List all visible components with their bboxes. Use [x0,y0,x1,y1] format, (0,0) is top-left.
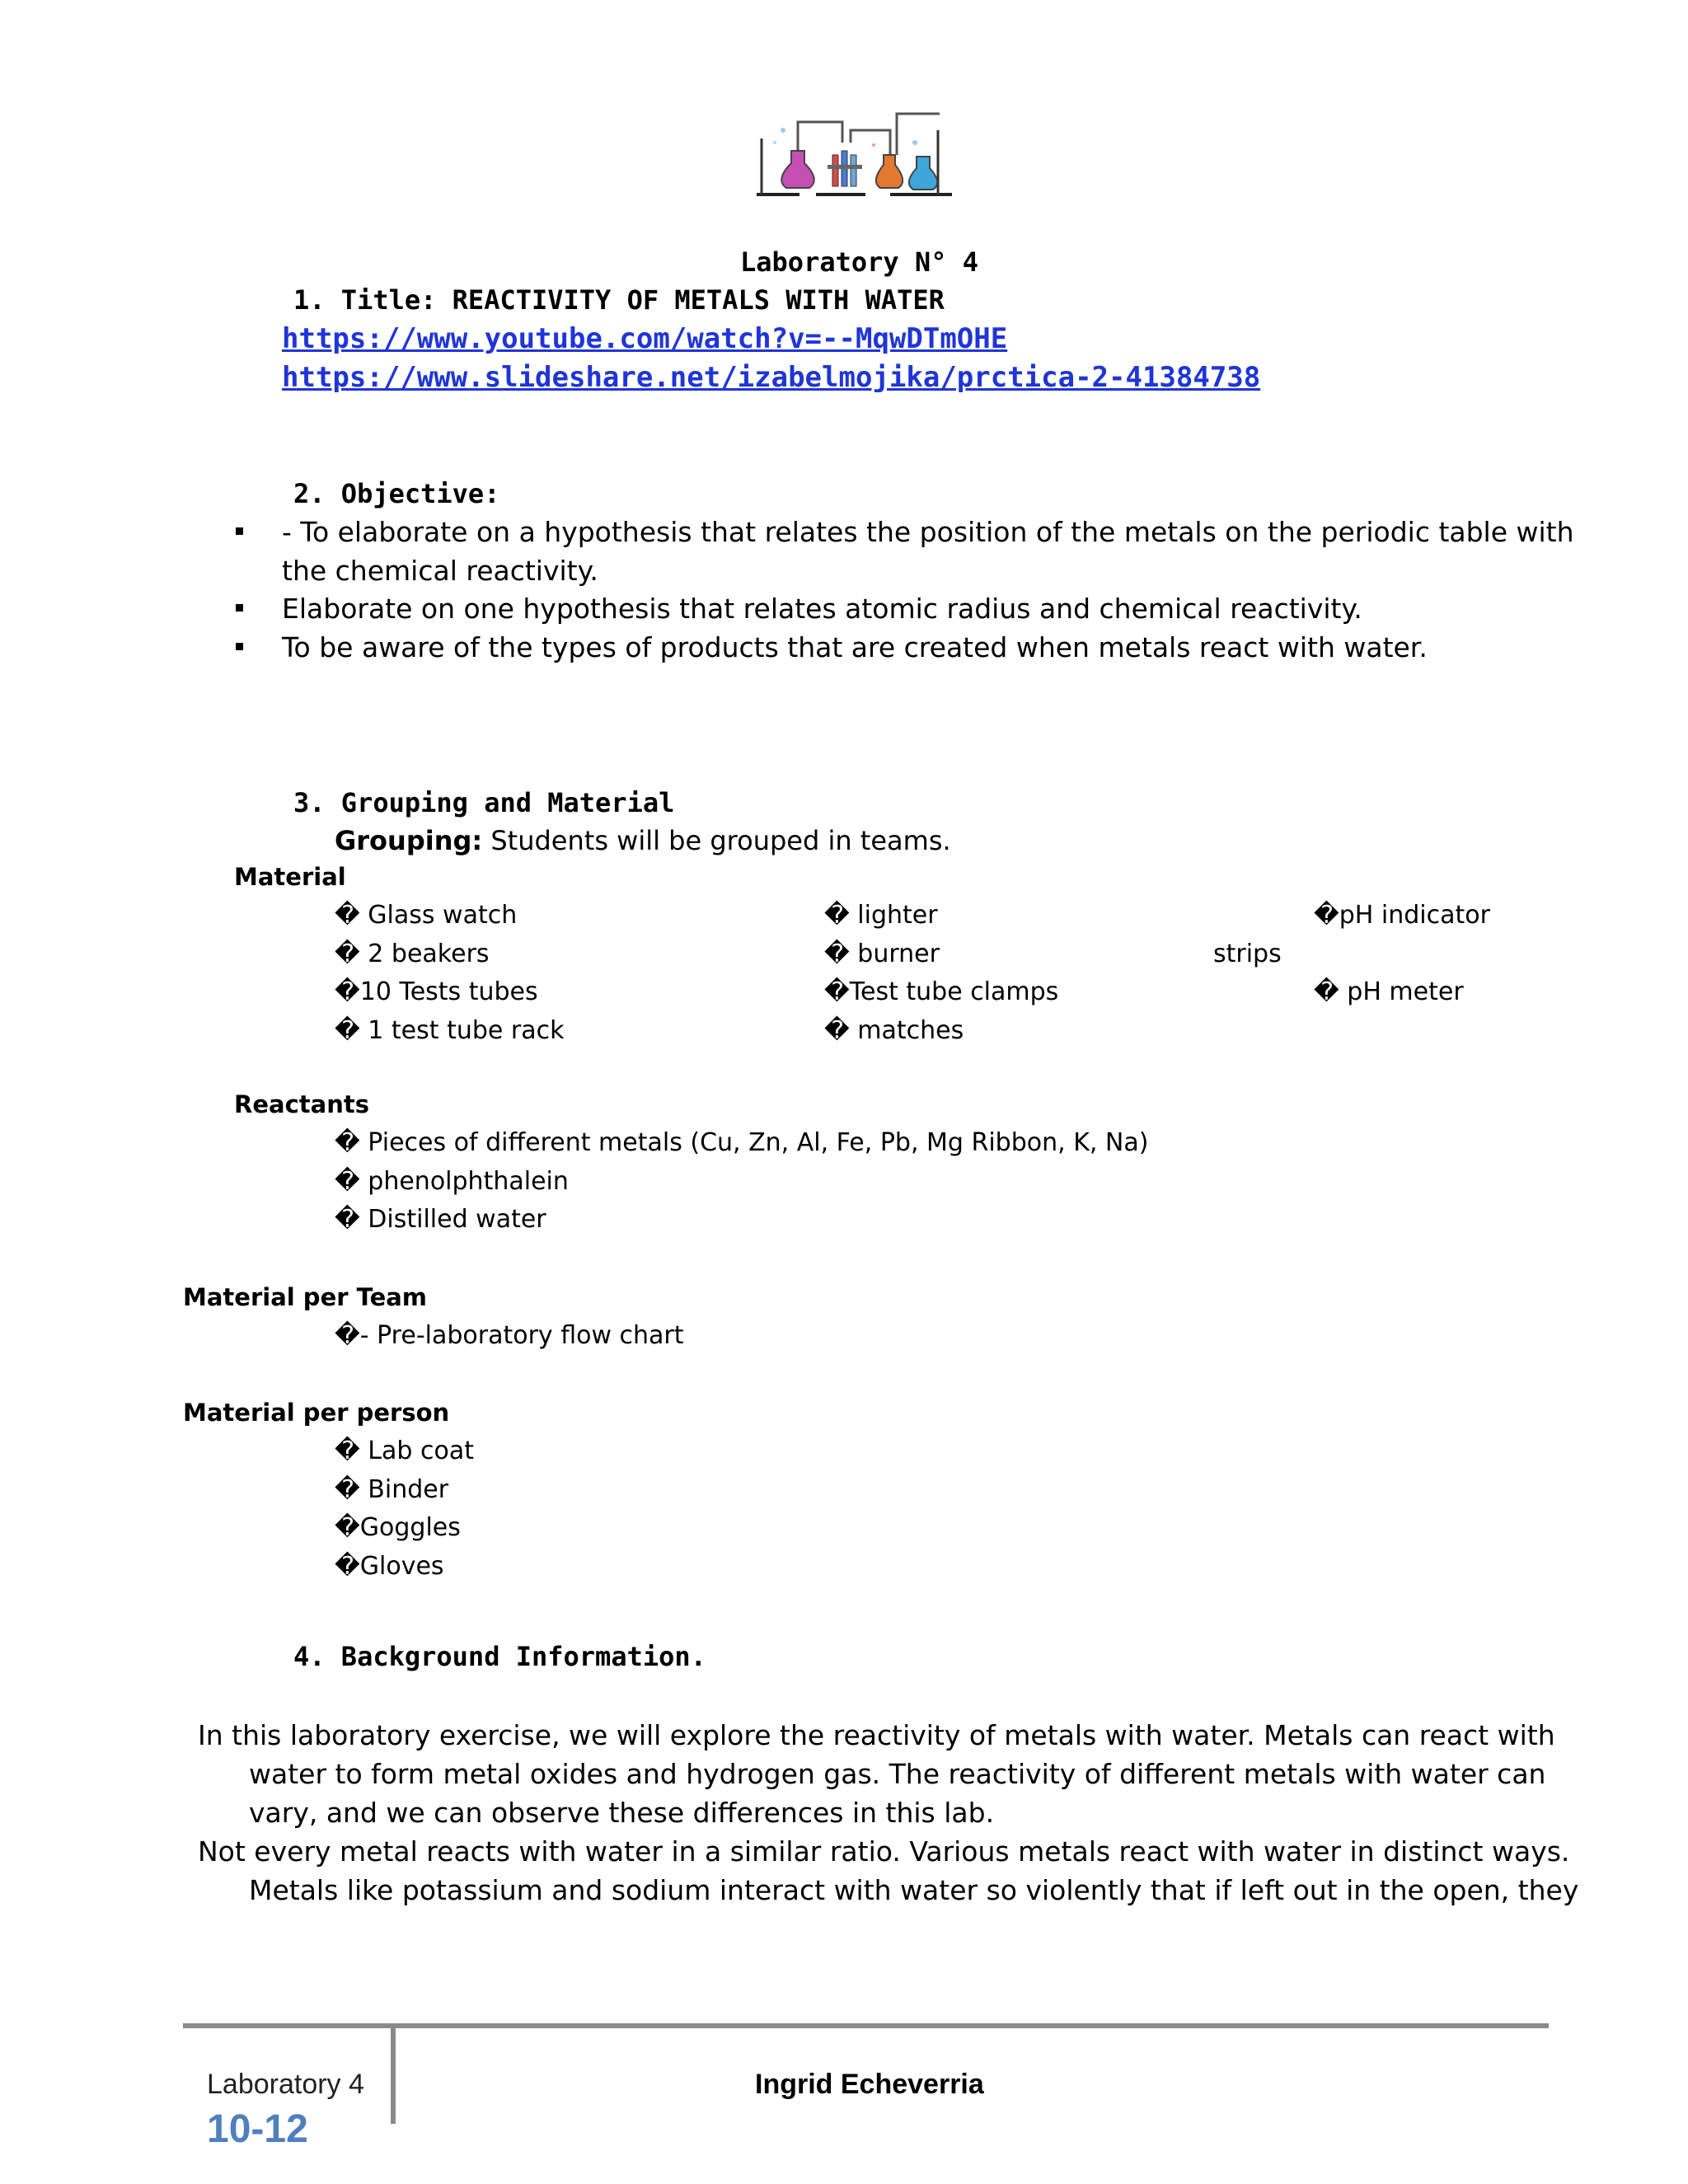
bullet-icon [236,604,243,612]
reactants-label: Reactants [234,1090,369,1118]
material-item: � matches [824,1016,964,1045]
material-item: �10 Tests tubes [335,977,538,1006]
person-material-item: �Gloves [335,1552,444,1581]
youtube-link[interactable]: https://www.youtube.com/watch?v=--MqwDTmOHE [282,322,1008,355]
reactant-item: � Distilled water [335,1205,546,1234]
material-item: � 2 beakers [335,940,490,968]
lab-title: 1. Title: REACTIVITY OF METALS WITH WATER [293,284,945,316]
objective-item: To be aware of the types of products that are created when metals react with water. [282,631,1428,663]
grouping-text: Students will be grouped in teams. [482,825,951,856]
grouping-heading: 3. Grouping and Material [293,787,675,818]
paragraph-line: Metals like potassium and sodium interact with water so violently that if left out in the open, they [249,1874,1579,1906]
person-material-item: � Binder [335,1475,449,1504]
paragraph-line: water to form metal oxides and hydrogen gas. The reactivity of different metals with water can [249,1758,1546,1790]
material-item: � burner [824,940,940,968]
reactant-item: � phenolphthalein [335,1167,569,1196]
material-item: � pH meter [1314,977,1464,1006]
footer-author: Ingrid Echeverria [755,2069,984,2100]
team-material-item: �- Pre-laboratory flow chart [335,1321,684,1350]
lab-apparatus-image [750,105,956,204]
objective-item-continued: the chemical reactivity. [282,555,598,587]
bullet-icon [236,643,243,650]
background-paragraph-2 [198,1832,1578,1910]
material-item: � Glass watch [335,901,518,930]
material-item: � lighter [824,901,938,930]
paragraph-line: Not every metal reacts with water in a similar ratio. Various metals react with water in distinct ways. [198,1835,1570,1868]
background-paragraph-1 [198,1716,1555,1832]
material-label: Material [234,863,346,891]
objective-heading: 2. Objective: [293,478,500,509]
objective-item: Elaborate on one hypothesis that relates atomic radius and chemical reactivity. [282,593,1362,625]
objective-item: - To elaborate on a hypothesis that relates the position of the metals on the periodic table with [282,516,1574,548]
footer-rule [183,2023,1549,2028]
person-material-item: � Lab coat [335,1436,474,1465]
team-material-label: Material per Team [183,1283,428,1311]
lab-number: Laboratory N° 4 [740,246,978,278]
slideshare-link[interactable]: https://www.slideshare.net/izabelmojika/prctica-2-41384738 [282,361,1261,394]
paragraph-line: vary, and we can observe these differences in this lab. [249,1797,995,1829]
material-item: � 1 test tube rack [335,1016,565,1045]
grouping-line [335,827,951,854]
footer-divider [391,2028,396,2124]
person-material-label: Material per person [183,1399,450,1427]
paragraph-line: In this laboratory exercise, we will explore the reactivity of metals with water. Metals can react with [198,1719,1555,1751]
bullet-icon [236,527,243,535]
material-item: �pH indicator [1314,901,1490,930]
footer-grade: 10-12 [207,2107,308,2151]
background-heading: 4. Background Information. [293,1641,706,1672]
person-material-item: �Goggles [335,1513,461,1542]
strips-text: strips [1213,940,1282,968]
grouping-label: Grouping: [335,825,483,856]
footer-lab-label: Laboratory 4 [207,2069,364,2100]
reactant-item: � Pieces of different metals (Cu, Zn, Al, Fe, Pb, Mg Ribbon, K, Na) [335,1128,1149,1157]
material-item: �Test tube clamps [824,977,1059,1006]
